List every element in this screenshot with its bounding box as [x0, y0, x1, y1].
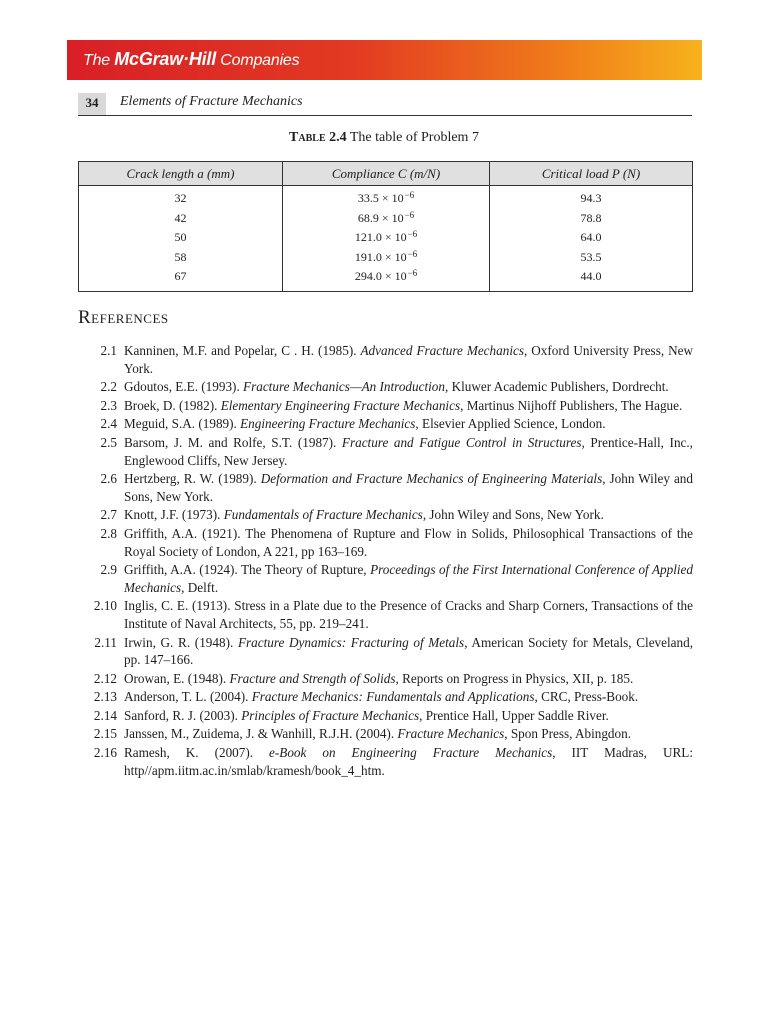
cell-crack-length: 50 [79, 228, 283, 248]
table-caption-prefix: Table [289, 130, 326, 145]
reference-item [78, 342, 693, 377]
reference-item [78, 725, 693, 743]
problem-data-table [78, 161, 693, 292]
table-caption-number: 2.4 [329, 130, 347, 145]
reference-item [78, 634, 693, 669]
reference-number: 2.14 [93, 707, 117, 723]
reference-list [78, 342, 693, 780]
reference-number: 2.7 [100, 507, 117, 523]
table-caption-text: The table of Problem 7 [349, 130, 479, 145]
running-header [78, 93, 692, 116]
reference-number: 2.9 [100, 562, 117, 578]
reference-item [78, 506, 693, 524]
cell-critical-load: 64.0 [580, 230, 602, 245]
reference-text: Broek, D. (1982). Elementary Engineering Fracture Mechanics, Martinus Nijhoff Publishers, The Hague. [124, 397, 683, 413]
reference-number: 2.3 [100, 397, 117, 413]
reference-number: 2.1 [100, 343, 117, 358]
reference-item [78, 744, 693, 779]
cell-critical-load: 78.8 [580, 210, 602, 225]
reference-text: Griffith, A.A. (1921). The Phenomena of Rupture and Flow in Solids, Philosophical Transactions of the Royal Society of London, A 221, pp 163–169. [124, 525, 693, 559]
book-title: Elements of Fracture Mechanics [120, 94, 303, 109]
column-header-critical-load: Critical load P (N) [490, 162, 693, 186]
reference-text: Griffith, A.A. (1924). The Theory of Rupture, Proceedings of the First International Conference of Applied Mechanics, Delft. [124, 562, 693, 595]
reference-number: 2.2 [100, 379, 117, 395]
reference-number: 2.13 [93, 689, 117, 705]
reference-number: 2.8 [100, 525, 117, 541]
reference-text: Anderson, T. L. (2004). Fracture Mechanics: Fundamentals and Applications, CRC, Press-Book. [124, 689, 639, 705]
reference-text: Inglis, C. E. (1913). Stress in a Plate due to the Presence of Cracks and Sharp Corners, Transactions of the Institute of Naval Architects, 55, pp. 219–241. [124, 598, 693, 631]
cell-compliance: $294.0 \times 10^{-6}$ [283, 267, 490, 291]
cell-crack-length: 32 [79, 186, 283, 209]
reference-item [78, 707, 693, 725]
reference-item [78, 525, 693, 560]
reference-text: Meguid, S.A. (1989). Engineering Fracture Mechanics, Elsevier Applied Science, London. [124, 416, 606, 432]
reference-item [78, 470, 693, 505]
reference-item [78, 561, 693, 596]
reference-item [78, 378, 693, 396]
reference-number: 2.6 [100, 471, 117, 487]
table-row [79, 267, 693, 291]
table-row [79, 186, 693, 209]
reference-text: Ramesh, K. (2007). e-Book on Engineering Fracture Mechanics, IIT Madras, URL: http//apm.iitm.ac.in/smlab/kramesh/book_4_htm. [124, 745, 693, 778]
cell-crack-length: 58 [79, 248, 283, 268]
page-number: 34 [78, 93, 106, 115]
reference-text: Hertzberg, R. W. (1989). Deformation and Fracture Mechanics of Engineering Materials, John Wiley and Sons, New York. [124, 471, 693, 504]
table-caption [0, 130, 768, 146]
cell-critical-load: 53.5 [580, 249, 602, 264]
reference-item [78, 397, 693, 415]
reference-number: 2.16 [93, 745, 117, 761]
reference-item [78, 434, 693, 469]
reference-text: Knott, J.F. (1973). Fundamentals of Fracture Mechanics, John Wiley and Sons, New York. [124, 507, 604, 523]
reference-text: Sanford, R. J. (2003). Principles of Fracture Mechanics, Prentice Hall, Upper Saddle River. [124, 707, 609, 723]
table-row [79, 228, 693, 248]
column-header-compliance: Compliance C (m/N) [283, 162, 490, 186]
cell-critical-load: 94.3 [580, 191, 602, 206]
reference-number: 2.5 [100, 434, 117, 450]
table-row [79, 248, 693, 268]
reference-number: 2.15 [93, 726, 117, 742]
references-heading: References [78, 307, 169, 328]
cell-compliance: $68.9 \times 10^{-6}$ [283, 209, 490, 229]
cell-crack-length: 42 [79, 209, 283, 229]
reference-number: 2.10 [93, 598, 117, 614]
table-header-row [79, 162, 693, 186]
cell-critical-load: 44.0 [580, 269, 602, 284]
reference-text: Gdoutos, E.E. (1993). Fracture Mechanics—An Introduction, Kluwer Academic Publishers, Dordrecht. [124, 379, 669, 395]
publisher-banner [67, 40, 702, 80]
table-row [79, 209, 693, 229]
reference-text: Barsom, J. M. and Rolfe, S.T. (1987). Fracture and Fatigue Control in Structures, Prentice-Hall, Inc., Englewood Cliffs, New Jersey. [124, 434, 693, 468]
publisher-logo: The McGraw·Hill Companies [83, 49, 300, 69]
reference-text: Kanninen, M.F. and Popelar, C . H. (1985). Advanced Fracture Mechanics, Oxford University Press, New York. [124, 343, 694, 376]
reference-number: 2.11 [94, 634, 117, 650]
cell-crack-length: 67 [79, 267, 283, 291]
reference-item [78, 688, 693, 706]
reference-item [78, 597, 693, 632]
reference-text: Orowan, E. (1948). Fracture and Strength of Solids, Reports on Progress in Physics, XII, p. 185. [124, 670, 634, 686]
reference-text: Irwin, G. R. (1948). Fracture Dynamics: Fracturing of Metals, American Society for Metals, Cleveland, pp. 147–166. [124, 634, 694, 668]
reference-item [78, 415, 693, 433]
reference-item [78, 670, 693, 688]
reference-number: 2.4 [100, 416, 117, 432]
cell-compliance: $121.0 \times 10^{-6}$ [283, 228, 490, 248]
column-header-crack-length: Crack length a (mm) [79, 162, 283, 186]
reference-number: 2.12 [93, 670, 117, 686]
reference-text: Janssen, M., Zuidema, J. & Wanhill, R.J.H. (2004). Fracture Mechanics, Spon Press, Abingdon. [124, 726, 631, 742]
cell-compliance: $191.0 \times 10^{-6}$ [283, 248, 490, 268]
cell-compliance: $33.5 \times 10^{-6}$ [283, 186, 490, 209]
